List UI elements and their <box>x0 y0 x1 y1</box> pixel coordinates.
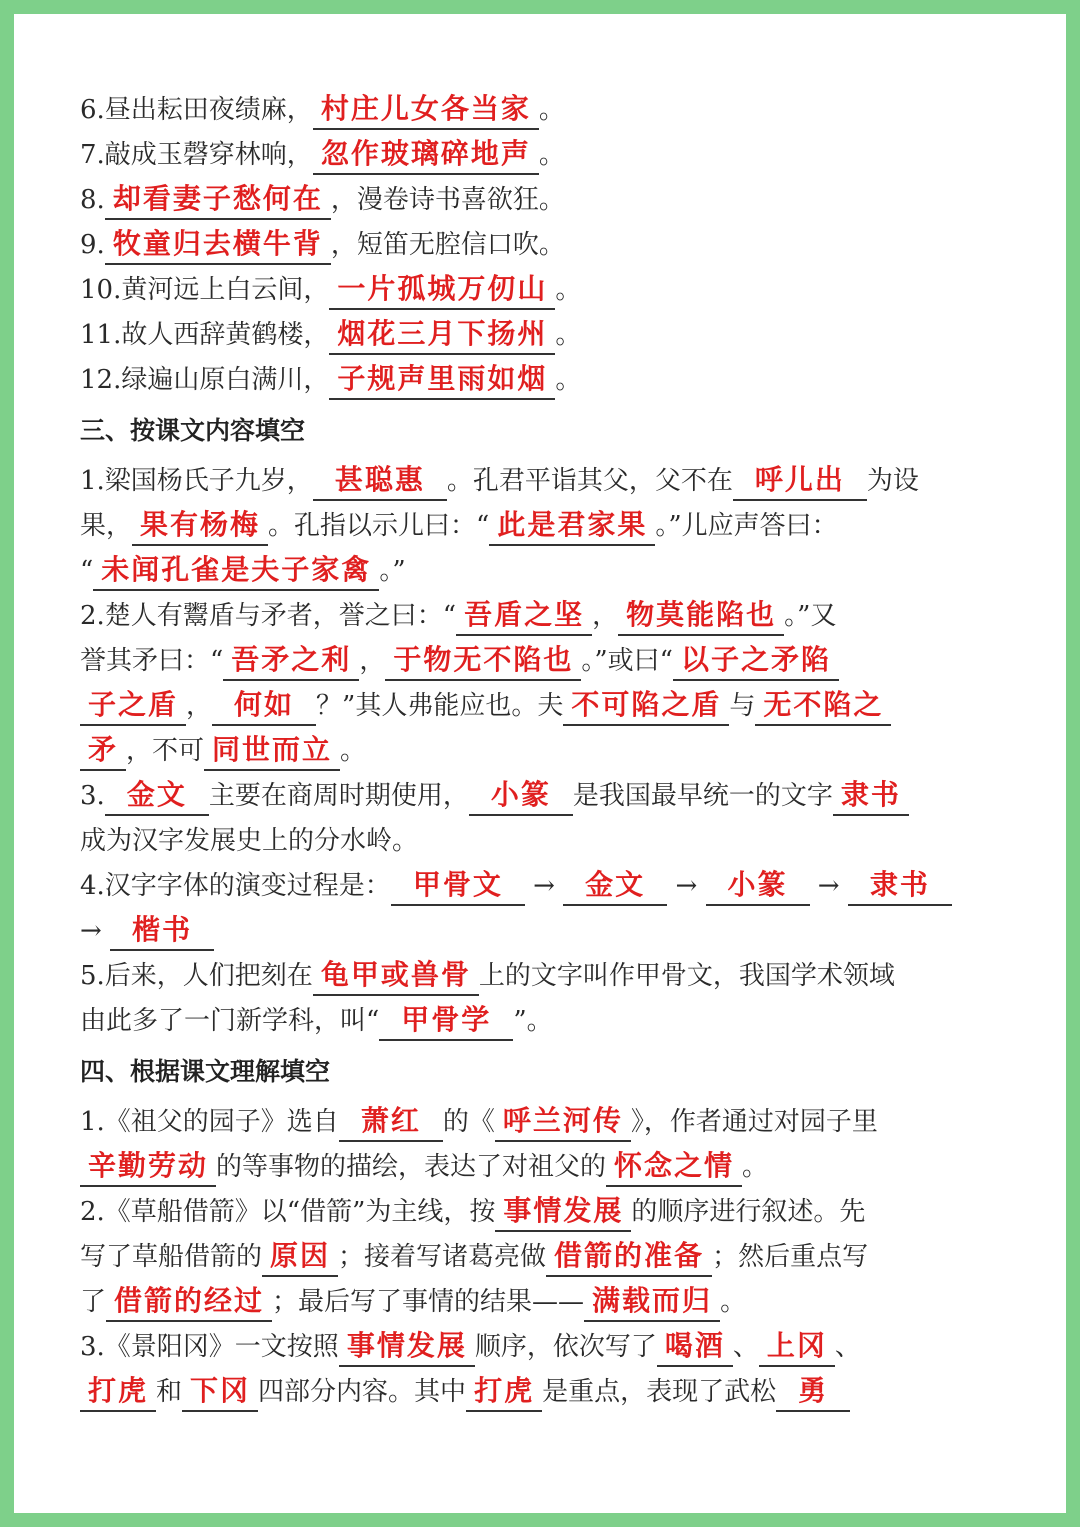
text: 。”或曰“ <box>581 646 673 676</box>
text: 与 <box>729 691 756 721</box>
text: 。”儿应声答曰： <box>655 511 838 541</box>
answer: 借箭的经过 <box>106 1282 272 1322</box>
answer: 子规声里雨如烟 <box>329 360 555 400</box>
text: 誉其矛曰：“ <box>80 646 224 676</box>
text: 。 <box>555 320 582 350</box>
text: 顺序，依次写了 <box>474 1332 657 1362</box>
text: 。 <box>340 736 367 766</box>
text: 9. <box>80 230 105 260</box>
answer: 以子之矛陷 <box>673 641 839 681</box>
answer: 小篆 <box>469 776 573 816</box>
text: 1.梁国杨氏子九岁， <box>80 466 313 496</box>
text: 8. <box>80 185 105 215</box>
answer: 却看妻子愁何在 <box>105 180 331 220</box>
text: 3.《景阳冈》一文按照 <box>80 1332 339 1362</box>
text: 主要在商周时期使用， <box>208 781 469 811</box>
answer: 于物无不陷也 <box>385 641 581 681</box>
answer: 物莫能陷也 <box>618 596 784 636</box>
answer: 原因 <box>262 1237 338 1277</box>
s4-q3-line2 <box>80 1370 1014 1415</box>
arrow-icon: → <box>817 871 840 901</box>
answer: 无不陷之 <box>755 686 891 726</box>
text: 。孔指以示儿曰：“ <box>268 511 490 541</box>
text: ？”其人弗能应也。夫 <box>316 691 564 721</box>
answer: 事情发展 <box>495 1192 631 1232</box>
poem-list <box>80 88 1014 403</box>
text: 》，作者通过对园子里 <box>630 1107 878 1137</box>
text: 1.《祖父的园子》选自 <box>80 1107 339 1137</box>
text: 是我国最早统一的文字 <box>572 781 833 811</box>
text: 。 <box>720 1287 747 1317</box>
answer: 隶书 <box>833 776 909 816</box>
text: 3. <box>80 781 105 811</box>
text: 、 <box>834 1332 861 1362</box>
section-3-title: 三、按课文内容填空 <box>80 416 306 445</box>
answer: 隶书 <box>848 866 952 906</box>
answer: 甚聪惠 <box>313 461 447 501</box>
text: 为设 <box>866 466 919 496</box>
poem-line <box>80 133 1014 178</box>
text: ， <box>359 646 386 676</box>
text: ， <box>186 691 213 721</box>
answer: 怀念之情 <box>606 1147 742 1187</box>
section-4-title: 四、根据课文理解填空 <box>80 1057 331 1086</box>
answer: 喝酒 <box>657 1327 733 1367</box>
answer: 矛 <box>80 731 126 771</box>
answer: 金文 <box>563 866 667 906</box>
worksheet-page <box>14 14 1066 1513</box>
answer: 借箭的准备 <box>546 1237 712 1277</box>
text: 。 <box>538 140 565 170</box>
answer: 打虎 <box>80 1372 156 1412</box>
text: 了 <box>80 1287 107 1317</box>
answer: 烟花三月下扬州 <box>329 315 555 355</box>
text: 果， <box>80 511 133 541</box>
answer: 一片孤城万仞山 <box>329 270 555 310</box>
poem-line <box>80 88 1014 133</box>
answer: 此是君家果 <box>489 506 655 546</box>
poem-line <box>80 178 1014 223</box>
s4-q1-line1 <box>80 1100 1014 1145</box>
s4-q2-line1 <box>80 1190 1014 1235</box>
text: 。 <box>555 275 582 305</box>
text: 4.汉字字体的演变过程是： <box>80 871 391 901</box>
text: 成为汉字发展史上的分水岭。 <box>80 826 419 856</box>
s4-q2-line2 <box>80 1235 1014 1280</box>
text: ，不可 <box>126 736 205 766</box>
s3-q4-line2 <box>80 909 1014 954</box>
text: 。” <box>379 556 406 586</box>
answer: 呼儿出 <box>733 461 867 501</box>
arrow-icon: → <box>533 871 555 901</box>
text: 。 <box>555 365 582 395</box>
answer: 楷书 <box>110 911 214 951</box>
answer: 呼兰河传 <box>495 1102 631 1142</box>
text: ；接着写诸葛亮做 <box>338 1242 547 1272</box>
text: 。 <box>538 95 565 125</box>
text: 的《 <box>442 1107 495 1137</box>
text: 。 <box>742 1152 769 1182</box>
text: ；最后写了事情的结果—— <box>272 1287 585 1317</box>
s3-q3-line2 <box>80 819 1014 864</box>
answer: 同世而立 <box>204 731 340 771</box>
text: 2.《草船借箭》以“借箭”为主线，按 <box>80 1197 496 1227</box>
answer: 果有杨梅 <box>132 506 268 546</box>
text: 和 <box>156 1377 183 1407</box>
answer: 上冈 <box>759 1327 835 1367</box>
answer: 小篆 <box>706 866 810 906</box>
answer: 不可陷之盾 <box>563 686 729 726</box>
text: 的等事物的描绘，表达了对祖父的 <box>216 1152 607 1182</box>
text: 5.后来，人们把刻在 <box>80 961 313 991</box>
text: ，漫卷诗书喜欲狂。 <box>330 185 565 215</box>
text: 的顺序进行叙述。先 <box>631 1197 866 1227</box>
poem-line <box>80 223 1014 268</box>
text: 。”又 <box>784 601 837 631</box>
s3-q2-line1 <box>80 594 1014 639</box>
text: 10.黄河远上白云间， <box>80 275 330 305</box>
answer: 村庄儿女各当家 <box>313 90 539 130</box>
answer: 吾矛之利 <box>223 641 359 681</box>
s4-q3-line1 <box>80 1325 1014 1370</box>
s3-q5-line1 <box>80 954 1014 999</box>
answer: 勇 <box>776 1372 850 1412</box>
answer: 忽作玻璃碎地声 <box>313 135 539 175</box>
text: ”。 <box>513 1006 553 1036</box>
text: ，短笛无腔信口吹。 <box>330 230 565 260</box>
answer: 龟甲或兽骨 <box>313 956 479 996</box>
s3-q4-line1 <box>80 864 1014 909</box>
answer: 金文 <box>105 776 209 816</box>
text: 写了草船借箭的 <box>80 1242 263 1272</box>
answer: 事情发展 <box>339 1327 475 1367</box>
text: “ <box>80 556 94 586</box>
answer: 甲骨学 <box>379 1001 513 1041</box>
s3-q5-line2 <box>80 999 1014 1044</box>
arrow-icon: → <box>675 871 698 901</box>
arrow-icon: → <box>80 916 102 946</box>
poem-line <box>80 358 1014 403</box>
poem-line <box>80 313 1014 358</box>
text: 、 <box>732 1332 759 1362</box>
s3-q1-line3 <box>80 549 1014 594</box>
answer: 吾盾之坚 <box>456 596 592 636</box>
s3-q1-line2 <box>80 504 1014 549</box>
answer: 辛勤劳动 <box>80 1147 216 1187</box>
s4-q1-line2 <box>80 1145 1014 1190</box>
text: 12.绿遍山原白满川， <box>80 365 330 395</box>
text: 上的文字叫作甲骨文，我国学术领域 <box>478 961 895 991</box>
s3-q3-line1 <box>80 774 1014 819</box>
text: 四部分内容。其中 <box>258 1377 467 1407</box>
s3-q2-line4 <box>80 729 1014 774</box>
text: 2.楚人有鬻盾与矛者，誉之曰：“ <box>80 601 457 631</box>
text: 是重点，表现了武松 <box>542 1377 777 1407</box>
text: 6.昼出耘田夜绩麻， <box>80 95 313 125</box>
answer: 打虎 <box>466 1372 542 1412</box>
answer: 满载而归 <box>584 1282 720 1322</box>
s3-q2-line2 <box>80 639 1014 684</box>
answer: 何如 <box>212 686 316 726</box>
answer: 萧红 <box>339 1102 443 1142</box>
s3-q1-line1 <box>80 459 1014 504</box>
answer: 甲骨文 <box>391 866 525 906</box>
answer: 未闻孔雀是夫子家禽 <box>93 551 379 591</box>
text: 由此多了一门新学科，叫“ <box>80 1006 380 1036</box>
answer: 牧童归去横牛背 <box>105 225 331 265</box>
answer: 下冈 <box>182 1372 258 1412</box>
text: ， <box>592 601 619 631</box>
text: 7.敲成玉磬穿林响， <box>80 140 313 170</box>
text: 。孔君平诣其父，父不在 <box>446 466 733 496</box>
answer: 子之盾 <box>80 686 186 726</box>
text: 11.故人西辞黄鹤楼， <box>80 320 330 350</box>
s3-q2-line3 <box>80 684 1014 729</box>
s4-q2-line3 <box>80 1280 1014 1325</box>
text: ；然后重点写 <box>712 1242 869 1272</box>
poem-line <box>80 268 1014 313</box>
